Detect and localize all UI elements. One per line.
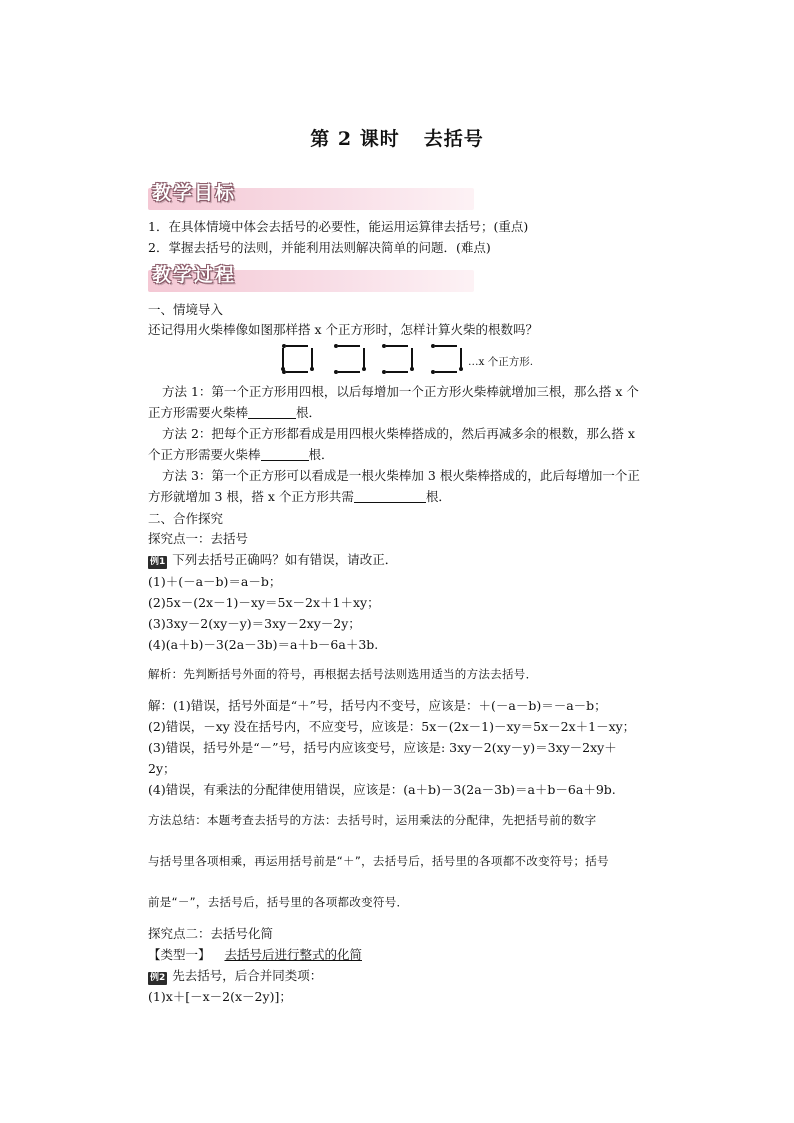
method2-blank [261, 448, 309, 461]
method2-end: 根． [308, 447, 334, 462]
method3-blank [354, 490, 426, 503]
explore-heading: 二、合作探究 [148, 511, 224, 526]
explore-point2: 探究点二：去括号化简 [148, 926, 274, 941]
type1-heading [148, 945, 362, 963]
example1-item-2: (2)5x－(2x－1)－xy＝5x－2x＋1＋xy； [148, 595, 380, 610]
analysis: 解析：先判断括号外面的符号，再根据去括号法则选用适当的方法去括号． [148, 667, 538, 681]
example2-item-1: (1)x＋[－x－2(x－2y)]； [148, 989, 292, 1004]
solution-3: (3)错误，括号外是“－”号，括号内应该变号，应该是: 3xy－2(xy－y)＝3xy－2xy＋ [148, 740, 617, 755]
method3-end: 根． [425, 489, 451, 504]
example1-badge: 例1 [150, 557, 166, 567]
figure-note: …x 个正方形. [468, 356, 534, 368]
method2-text: 个正方形需要火柴棒 [148, 447, 261, 462]
solution-3-cont: 2y； [148, 761, 176, 776]
method2-line1: 方法 2：把每个正方形都看成是用四根火柴棒搭成的，然后再减多余的根数，那么搭 x [162, 426, 635, 441]
example1-question [148, 550, 397, 569]
intro-heading: 一、情境导入 [148, 302, 224, 317]
type1-label: 【类型一】 [148, 947, 211, 962]
method3-text: 方形就增加 3 根，搭 x 个正方形共需 [148, 489, 354, 504]
example2-question [148, 966, 322, 985]
summary-line-1: 方法总结：本题考查去括号的方法：去括号时，运用乘法的分配律，先把括号前的数字 [148, 813, 597, 827]
example2-text: 先去括号，后合并同类项： [172, 968, 323, 983]
solution-1: 解：(1)错误，括号外面是“＋”号，括号内不变号，应该是：＋(－a－b)＝－a－b； [148, 698, 607, 713]
method1-end: 根． [296, 405, 322, 420]
example1-item-4: (4)(a＋b)－3(2a－3b)＝a＋b－6a＋3b. [148, 637, 379, 652]
solution-4: (4)错误，有乘法的分配律使用错误，应该是：(a＋b)－3(2a－3b)＝a＋b－6a＋9b. [148, 782, 616, 797]
intro-question: 还记得用火柴棒像如图那样搭 x 个正方形时，怎样计算火柴的根数吗？ [148, 322, 538, 337]
method1-line1: 方法 1：第一个正方形用四根，以后每增加一个正方形火柴棒就增加三根，那么搭 x 个 [162, 384, 639, 399]
example1-text: 下列去括号正确吗？如有错误，请改正． [172, 552, 398, 567]
page-title [0, 124, 794, 151]
title-part2: 去括号 [423, 128, 484, 150]
solution-2: (2)错误，－xy 没在括号内，不应变号，应该是：5x－(2x－1)－xy＝5x－2x＋1－xy； [148, 719, 636, 734]
method3-line1: 方法 3：第一个正方形可以看成是一根火柴棒加 3 根火柴棒搭成的，此后每增加一个正 [162, 468, 640, 483]
summary-line-3: 前是“－”，去括号后，括号里的各项都改变符号． [148, 895, 409, 909]
example1-item-3: (3)3xy－2(xy－y)＝3xy－2xy－2y； [148, 616, 361, 631]
method1-blank [248, 406, 296, 419]
summary-line-2: 与括号里各项相乘，再运用括号前是“＋”，去括号后，括号里的各项都不改变符号；括号 [148, 854, 609, 868]
explore-point1: 探究点一：去括号 [148, 531, 249, 546]
type1-title: 去括号后进行整式的化简 [224, 947, 362, 962]
title-part1: 第 2 课时 [310, 128, 400, 150]
objectives-heading: 教学目标 [152, 182, 237, 204]
example1-item-1: (1)＋(－a－b)＝a－b； [148, 574, 282, 589]
objective-1: 1．在具体情境中体会去括号的必要性，能运用运算律去括号；(重点) [148, 219, 529, 234]
objective-2: 2．掌握去括号的法则，并能利用法则解决简单的问题．(难点) [148, 240, 491, 255]
method3-line2 [148, 487, 451, 505]
process-heading: 教学过程 [152, 264, 237, 286]
method2-line2 [148, 445, 334, 463]
method1-text: 正方形需要火柴棒 [148, 405, 249, 420]
example2-badge: 例2 [150, 973, 166, 983]
method1-line2 [148, 403, 321, 421]
